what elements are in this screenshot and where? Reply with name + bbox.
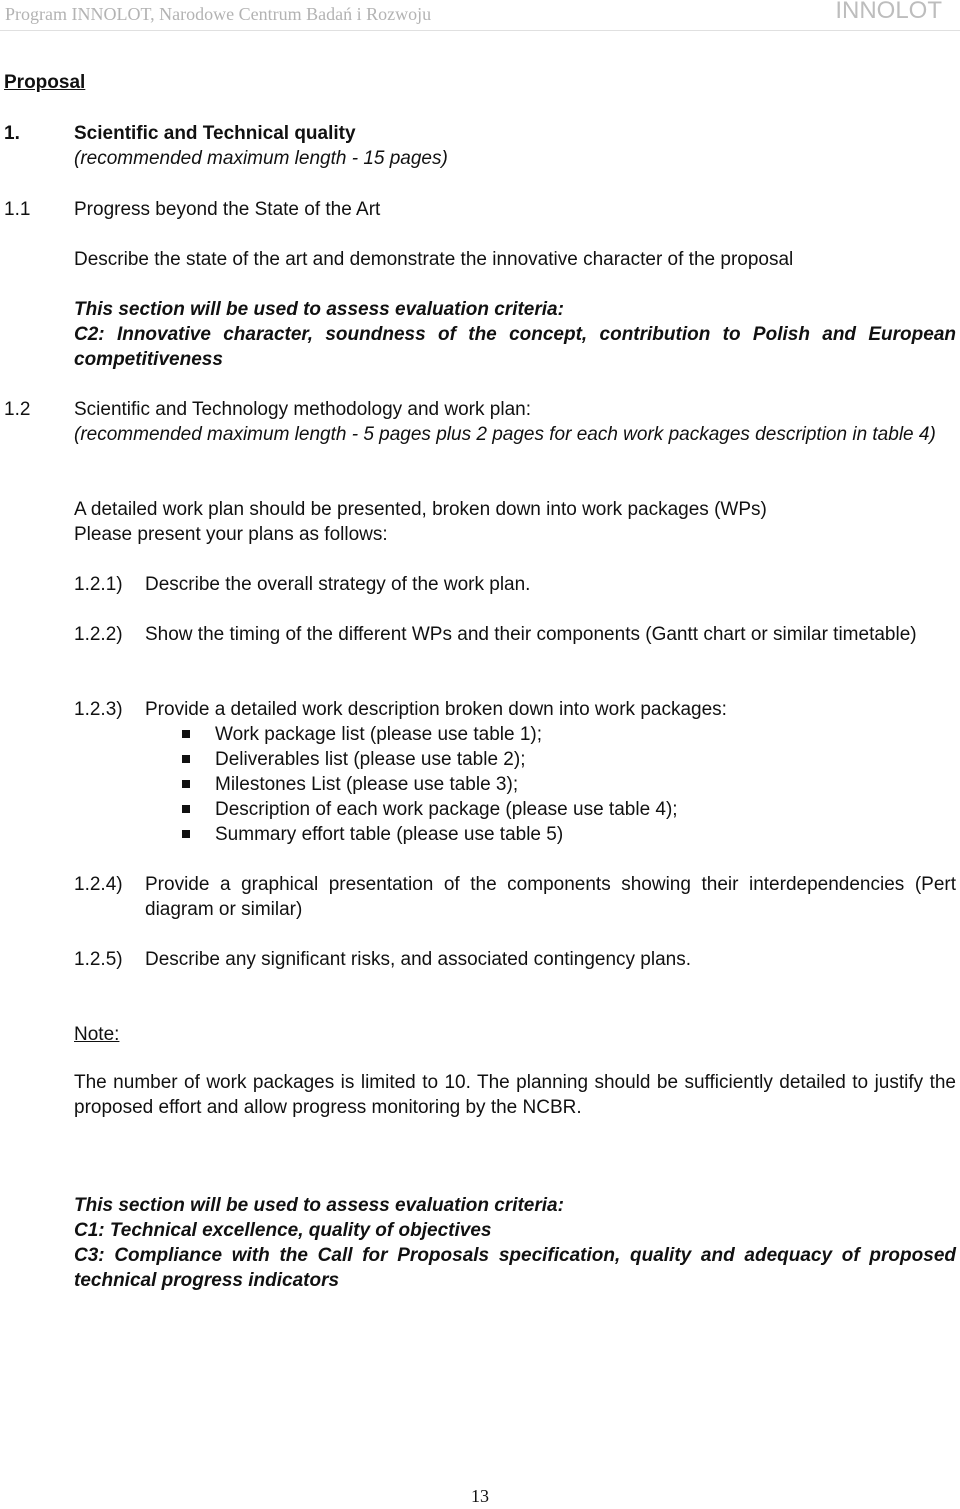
item-number: 1.2.5) — [74, 949, 123, 970]
item-text-wrapped — [74, 622, 956, 647]
bullet-item: Deliverables list (please use table 2); — [215, 749, 526, 770]
item-text: Describe the overall strategy of the work plan. — [145, 574, 531, 595]
item-text: Show the timing of the different WPs and their components (Gantt chart or similar timetable) — [145, 624, 917, 645]
bullet-item: Description of each work package (please use table 4); — [215, 799, 678, 820]
note-text: The number of work packages is limited to 10. The planning should be sufficiently detailed to justify the proposed effort and allow progress monitoring by the NCBR. — [74, 1072, 956, 1118]
page-header — [0, 0, 960, 30]
item-number: 1.2.1) — [74, 574, 123, 595]
present-plans-text: Please present your plans as follows: — [74, 524, 388, 545]
bullet-square-icon — [182, 805, 190, 813]
header-divider — [0, 30, 960, 31]
section-1-2-title: Scientific and Technology methodology and work plan: — [74, 399, 531, 420]
page-number: 13 — [471, 1486, 489, 1506]
header-logo-text: INNOLOT — [835, 0, 942, 24]
item-number: 1.2.3) — [74, 699, 123, 720]
criteria-c3: C3: Compliance with the Call for Proposals specification, quality and adequacy of proposed technical progress indicators — [74, 1245, 956, 1291]
criteria-intro-1: This section will be used to assess evaluation criteria: — [74, 299, 564, 320]
proposal-heading: Proposal — [4, 72, 86, 93]
bullet-item: Summary effort table (please use table 5) — [215, 824, 564, 845]
item-text: Provide a detailed work description broken down into work packages: — [145, 699, 727, 720]
section-1-1-number: 1.1 — [4, 199, 31, 220]
section-1-subtitle: (recommended maximum length - 15 pages) — [74, 148, 448, 169]
note-label: Note: — [74, 1024, 120, 1045]
bullet-square-icon — [182, 730, 190, 738]
item-number: 1.2.4) — [74, 874, 123, 895]
bullet-square-icon — [182, 755, 190, 763]
section-1-2-subtitle: (recommended maximum length - 5 pages plus 2 pages for each work packages description in table 4) — [74, 424, 936, 445]
section-1-1-title: Progress beyond the State of the Art — [74, 199, 381, 220]
bullet-square-icon — [182, 780, 190, 788]
section-1-number: 1. — [4, 123, 20, 144]
criteria-c1: C1: Technical excellence, quality of objectives — [74, 1220, 492, 1241]
section-1-2-number: 1.2 — [4, 399, 31, 420]
bullet-square-icon — [182, 830, 190, 838]
criteria-c2: C2: Innovative character, soundness of the concept, contribution to Polish and European competitiveness — [74, 324, 956, 370]
bullet-item: Work package list (please use table 1); — [215, 724, 543, 745]
section-1-title: Scientific and Technical quality — [74, 123, 356, 144]
criteria-intro-2: This section will be used to assess evaluation criteria: — [74, 1195, 564, 1216]
section-1-1-description: Describe the state of the art and demonstrate the innovative character of the proposal — [74, 249, 794, 270]
header-program-title: Program INNOLOT, Narodowe Centrum Badań i Rozwoju — [5, 4, 432, 24]
work-plan-text: A detailed work plan should be presented, broken down into work packages (WPs) — [74, 499, 767, 520]
bullet-item: Milestones List (please use table 3); — [215, 774, 519, 795]
item-number: 1.2.2) — [74, 624, 123, 645]
item-text: Describe any significant risks, and associated contingency plans. — [145, 949, 692, 970]
item-text: Provide a graphical presentation of the components showing their interdependencies (Pert diagram or similar) — [145, 874, 956, 920]
